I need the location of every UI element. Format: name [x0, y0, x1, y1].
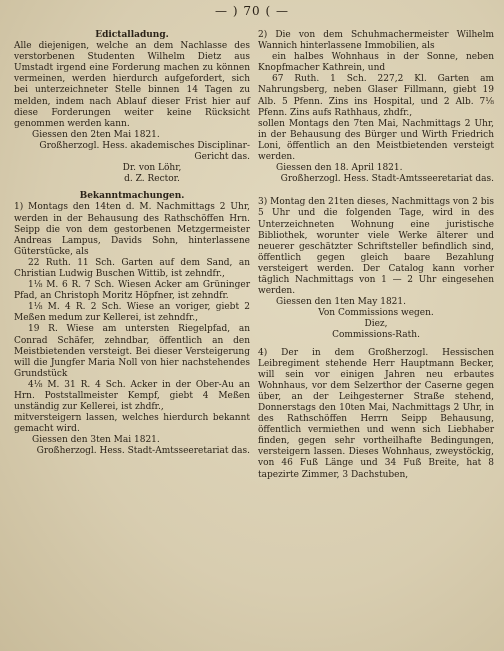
right-column [258, 30, 494, 481]
announcement-1-item: 1⅛ M. 4 R. 2 Sch. Wiese an voriger, giebt 2 Meßen medum zur Kellerei, ist zehndfr., [14, 302, 250, 324]
announcement-1-item: 4⅛ M. 31 R. 4 Sch. Acker in der Ober-Au an Hrn. Poststallmeister Kempf, giebt 4 Meßen unständig zur Kellerei, ist zhdfr., [14, 379, 250, 413]
announcement-2-rest: sollen Montags den 7ten Mai, Nachmittags 2 Uhr, in der Behausung des Bürger und Wirth Friedrich Loni, öffentlich an den Meistbietenden versteigt werden. [258, 118, 494, 163]
left-column [14, 30, 250, 458]
announcement-4-text: 4) Der in dem Großherzogl. Hessischen Leibregiment stehende Herr Hauptmann Becker, will sein vor einigen Jahren neu erbautes Wohnhaus, vor dem Selzerthor der Caserne gegen über, an der Leihgesterner Straße stehend, Donnerstags den 10ten Mai, Nachmittags 2 Uhr, in des Rathschöffen Herrn Seipp Behausung, öffentlich vermiethen und wenn sich Liebhaber finden, gegen sehr vortheilhafte Bedingungen, versteigern lassen. Dieses Wohnhaus, zweystöckig, von 46 Fuß Länge und 34 Fuß Breite, hat 8 tapezirte Zimmer, 3 Dachstuben, [258, 347, 494, 480]
announcement-1-signature: Großherzogl. Hess. Stadt-Amtsseeretariat das. [36, 446, 250, 457]
edict-text: Alle diejenigen, welche an dem Nachlasse des verstorbenen Studenten Wilhelm Dietz aus Umstadt irgend eine Forderung machen zu können vermeinen, werden hierdurch aufgefordert, sich bei unterzeichneter Stelle binnen 14 Tagen zu melden, indem nach Ablauf dieser Frist hier auf diese Forderungen weiter keine Rücksicht genommen werden kann. [14, 41, 250, 129]
announcement-1-item: 19 R. Wiese am untersten Riegelpfad, an Conrad Schäfer, zehndbar, öffentlich an den Meistbietenden versteigt. Bei dieser Versteigerung will die Jungfer Maria Noll von hier nachstehendes Grundstück [14, 324, 250, 379]
edict-date: Giessen den 2ten Mai 1821. [32, 129, 160, 140]
announcements-title: Bekanntmachungen. [79, 191, 185, 202]
announcement-2-text: 2) Die von dem Schuhmachermeister Wilhelm Wannich hinterlassene Immobilien, als [258, 30, 494, 52]
announcement-1-text: 1) Montags den 14ten d. M. Nachmittags 2 Uhr, werden in der Behausung des Rathschöffen Hrn. Seipp die von dem gestorbenen Metzgermeister Andreas Lampus, Davids Sohn, hinterlassene Güterstücke, als [14, 202, 250, 257]
edict-title: Edictalladung. [95, 30, 169, 40]
announcement-2-item: 67 Ruth. 1 Sch. 227,2 Kl. Garten am Nahrungsberg, neben Glaser Fillmann, giebt 19 Alb. 5 Pfenn. Zins ins Hospital, und 2 Alb. 7⅛ Pfenn. Zins aufs Rathhaus, zhdfr., [258, 74, 494, 118]
announcement-1-tail: mitversteigern lassen, welches hierdurch bekannt gemacht wird. [14, 413, 250, 435]
announcement-3-signature-name: Diez, [364, 319, 388, 330]
announcement-2-item: ein halbes Wohnhaus in der Sonne, neben Knopfmacher Kathrein, und [258, 52, 494, 74]
announcement-2-date: Giessen den 18. April 1821. [276, 163, 403, 174]
announcement-1-item: 22 Ruth. 11 Sch. Garten auf dem Sand, an Christian Ludwig Buschen Wittib, ist zehndfr., [14, 257, 250, 279]
announcement-1-date: Giessen den 3ten Mai 1821. [32, 435, 160, 446]
edict-signature-name: Dr. von Löhr, [122, 163, 182, 174]
announcement-1-item: 1⅛ M. 6 R. 7 Sch. Wiesen Acker am Grüninger Pfad, an Christoph Moritz Höpfner, ist zehndfr. [14, 280, 250, 302]
announcement-3-text: 3) Montag den 21ten dieses, Nachmittags von 2 bis 5 Uhr und die folgenden Tage, wird in des Unterzeichneten Wohnung eine juristische Bibliothek, worunter viele Werke älterer und neuerer geschätzter Schriftsteller befindlich sind, öffentlich gegen gleich baare Bezahlung versteigert werden. Der Catalog kann vorher täglich Nachmittags von 1 — 2 Uhr eingesehen werden. [258, 197, 494, 297]
edict-signature-title: d. Z. Rector. [124, 174, 180, 185]
edict-signature-office: Großherzogl. Hess. akademisches Disciplinar-Gericht das. [39, 140, 250, 163]
announcement-3-date: Giessen den 1ten May 1821. [276, 297, 406, 308]
announcement-2-signature: Großherzogl. Hess. Stadt-Amtsseeretariat das. [280, 174, 494, 185]
page-number: — ) 70 ( — [215, 4, 289, 18]
announcement-3-signature-title: Commissions-Rath. [332, 330, 420, 341]
announcement-3-signature-line: Von Commissions wegen. [318, 308, 434, 319]
